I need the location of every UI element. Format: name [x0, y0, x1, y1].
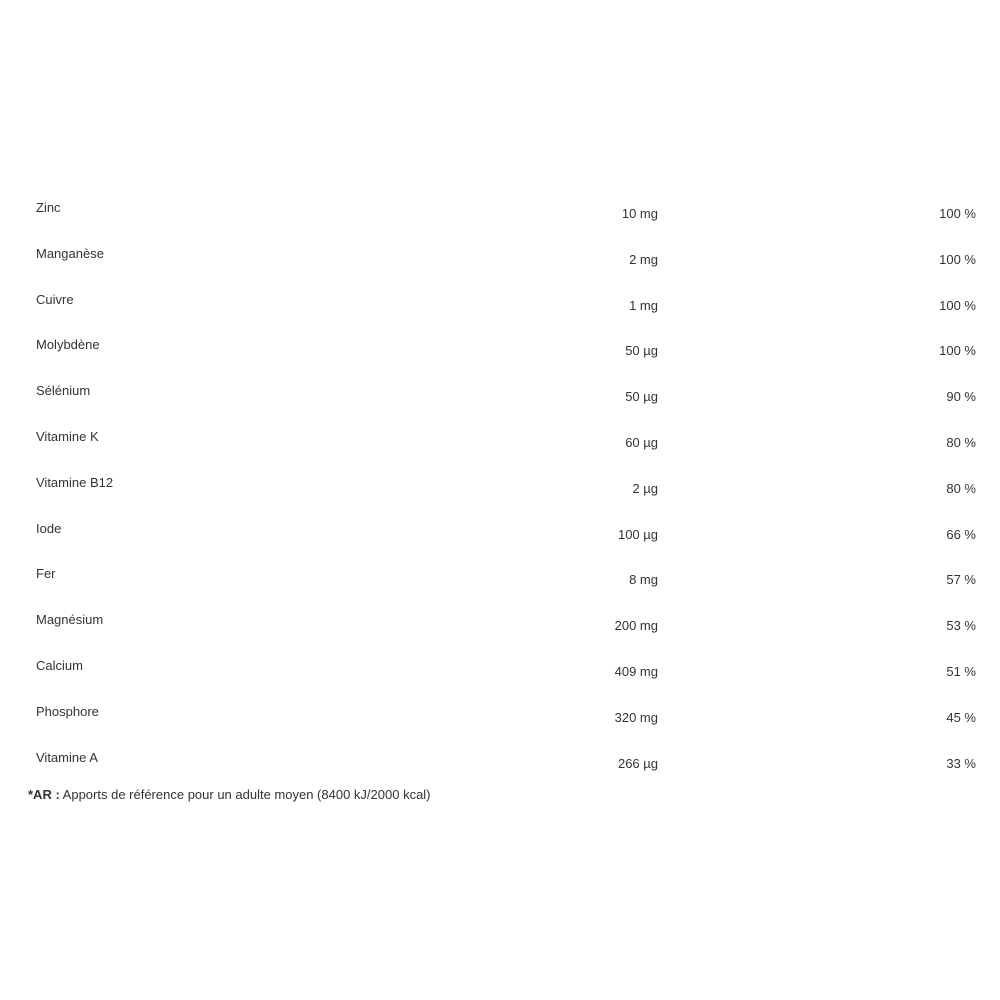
nutrient-percent: 57 %: [946, 572, 976, 588]
nutrient-amount: 1 mg: [629, 297, 658, 313]
nutrient-name: Magnésium: [36, 612, 104, 628]
footnote-text: Apports de référence pour un adulte moyen (8400 kJ/2000 kcal): [59, 787, 431, 802]
nutrient-amount: 409 mg: [614, 663, 658, 679]
footnote-abbreviation: *AR :: [28, 787, 60, 802]
nutrient-amount: 8 mg: [629, 572, 658, 588]
table-row: [0, 323, 1000, 369]
table-row: [0, 415, 1000, 461]
nutrient-name: Phosphore: [36, 703, 99, 719]
nutrition-table: [0, 186, 1000, 781]
nutrient-percent: 80 %: [946, 480, 976, 496]
nutrient-amount: 2 µg: [632, 480, 658, 496]
nutrient-percent: 80 %: [946, 434, 976, 450]
nutrient-percent: 66 %: [946, 526, 976, 542]
nutrient-amount: 10 mg: [621, 206, 658, 221]
nutrient-name: Iode: [36, 520, 62, 536]
table-row: [0, 461, 1000, 507]
nutrient-percent: 100 %: [939, 297, 976, 313]
nutrient-percent: 100 %: [939, 343, 976, 359]
nutrient-amount: 266 µg: [617, 755, 658, 771]
nutrient-percent: 53 %: [946, 618, 976, 634]
nutrient-percent: 90 %: [946, 389, 976, 405]
table-row: [0, 186, 1000, 232]
table-row: [0, 507, 1000, 553]
nutrient-name: Molybdène: [36, 337, 100, 353]
nutrient-percent: 100 %: [939, 206, 976, 221]
table-row: [0, 736, 1000, 782]
table-row: [0, 278, 1000, 324]
nutrient-amount: 200 mg: [614, 618, 658, 634]
nutrient-percent: 100 %: [939, 251, 976, 267]
nutrient-name: Sélénium: [36, 383, 91, 399]
nutrient-amount: 2 mg: [629, 251, 658, 267]
reference-footnote: [28, 787, 431, 802]
nutrient-amount: 320 mg: [614, 709, 658, 725]
table-row: [0, 644, 1000, 690]
nutrient-name: Vitamine B12: [36, 474, 114, 490]
table-row: [0, 598, 1000, 644]
table-row: [0, 369, 1000, 415]
nutrient-name: Fer: [36, 566, 56, 582]
table-row: [0, 552, 1000, 598]
nutrient-name: Vitamine A: [36, 749, 98, 765]
nutrient-name: Cuivre: [36, 291, 74, 307]
nutrient-percent: 33 %: [946, 755, 976, 771]
nutrient-amount: 100 µg: [617, 526, 658, 542]
table-row: [0, 232, 1000, 278]
nutrient-name: Zinc: [36, 200, 61, 215]
nutrient-amount: 50 µg: [625, 389, 658, 405]
table-row: [0, 690, 1000, 736]
nutrient-name: Vitamine K: [36, 428, 99, 444]
nutrient-amount: 50 µg: [625, 343, 658, 359]
nutrient-amount: 60 µg: [625, 434, 658, 450]
nutrient-name: Calcium: [36, 657, 83, 673]
nutrient-percent: 45 %: [946, 709, 976, 725]
nutrient-percent: 51 %: [946, 663, 976, 679]
nutrient-name: Manganèse: [36, 245, 104, 261]
